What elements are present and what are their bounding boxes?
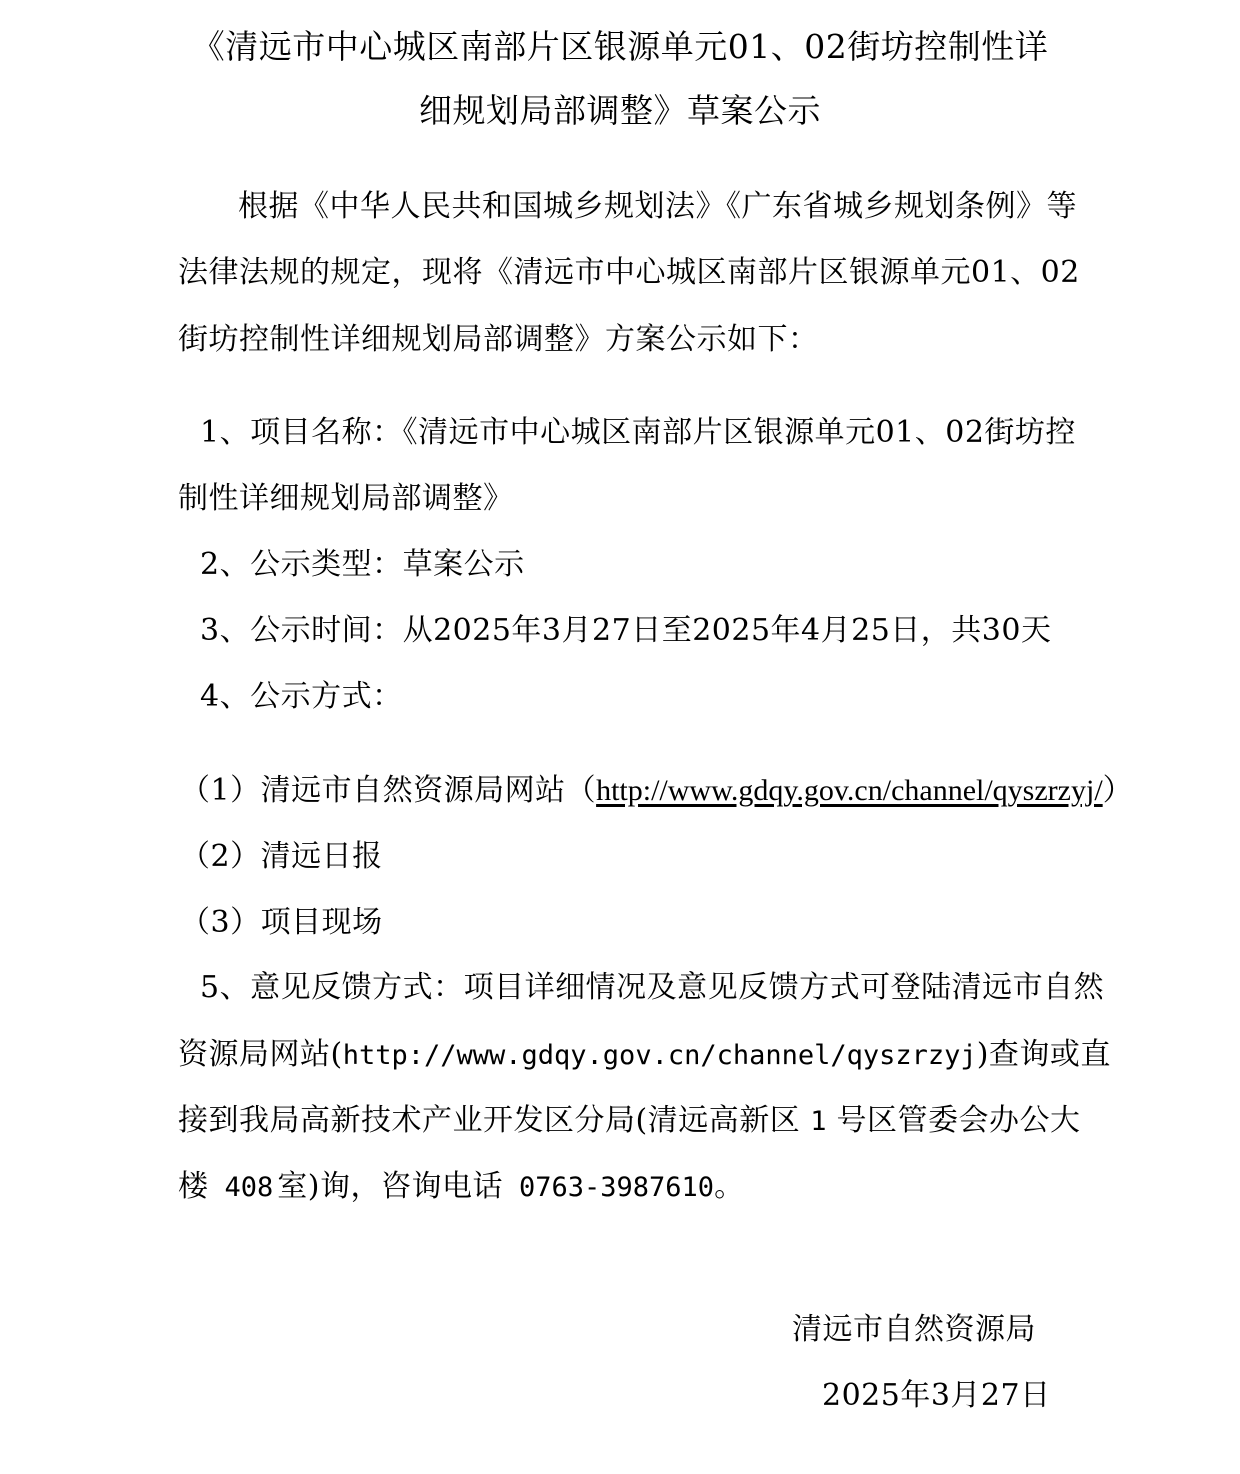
title-line-2: 细规划局部调整》草案公示 xyxy=(419,91,821,130)
item-4: 4、公示方式： xyxy=(200,679,403,714)
signature-org: 清远市自然资源局 xyxy=(792,1312,1036,1347)
feedback-site-label: 资源局网站( xyxy=(178,1037,343,1072)
feedback-line-3 xyxy=(178,1101,1080,1142)
item-1-line-1: 1、项目名称：《清远市中心城区南部片区银源单元01、02街坊控 xyxy=(200,415,1076,450)
feedback-site-url: http://www.gdqy.gov.cn/channel/qyszrzyj xyxy=(342,1040,977,1071)
feedback-phone: 0763-3987610 xyxy=(519,1172,715,1203)
title-line-1: 《清远市中心城区南部片区银源单元01、02街坊控制性详 xyxy=(191,27,1049,66)
item-2: 2、公示类型：草案公示 xyxy=(200,547,525,582)
feedback-query-text: )查询或直 xyxy=(976,1037,1111,1072)
feedback-zone-number: 1 xyxy=(810,1106,827,1137)
method-1-link[interactable]: http://www.gdqy.gov.cn/channel/qyszrzyj/ xyxy=(596,774,1103,807)
feedback-office-text-2: 号区管委会办公大 xyxy=(836,1103,1081,1138)
method-2: （2）清远日报 xyxy=(180,839,383,874)
feedback-office-text: 接到我局高新技术产业开发区分局(清远高新区 xyxy=(178,1103,801,1138)
method-1-label: （1）清远市自然资源局网站（ xyxy=(180,773,597,808)
feedback-line-4 xyxy=(178,1167,745,1208)
method-1 xyxy=(180,771,1133,811)
intro-line-3: 街坊控制性详细规划局部调整》方案公示如下： xyxy=(178,322,819,357)
method-1-close: ） xyxy=(1102,773,1134,808)
method-3: （3）项目现场 xyxy=(180,905,383,940)
item-3: 3、公示时间：从2025年3月27日至2025年4月25日，共30天 xyxy=(200,613,1052,648)
feedback-line-1: 5、意见反馈方式：项目详细情况及意见反馈方式可登陆清远市自然 xyxy=(200,970,1105,1005)
item-1-line-2: 制性详细规划局部调整》 xyxy=(178,481,514,516)
feedback-building-text: 楼 xyxy=(178,1169,209,1204)
feedback-consult-text: 室)询，咨询电话 xyxy=(277,1169,503,1204)
feedback-period: 。 xyxy=(714,1169,745,1204)
signature-date: 2025年3月27日 xyxy=(822,1378,1051,1413)
intro-line-1: 根据《中华人民共和国城乡规划法》《广东省城乡规划条例》等 xyxy=(238,189,1077,224)
feedback-line-2 xyxy=(178,1035,1111,1076)
intro-line-2: 法律法规的规定，现将《清远市中心城区南部片区银源单元01、02 xyxy=(178,255,1080,290)
feedback-room-number: 408 xyxy=(224,1172,274,1203)
